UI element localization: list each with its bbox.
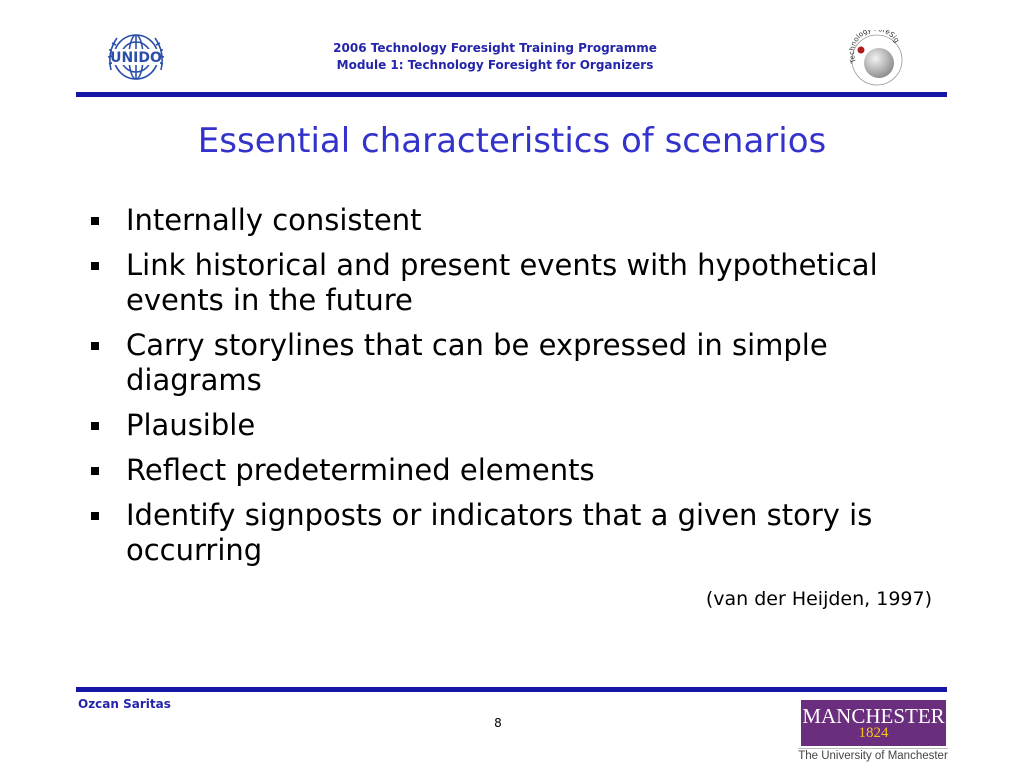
bullet-item <box>88 203 968 238</box>
bullet-list <box>88 203 968 578</box>
bullet-item <box>88 453 968 488</box>
bullet-text: Plausible <box>126 408 256 442</box>
unido-logo <box>105 30 167 84</box>
bullet-text: Identify signposts or indicators that a given story is occurring <box>126 498 873 567</box>
bullet-item <box>88 248 968 318</box>
university-name: The University of Manchester <box>798 750 948 762</box>
footer-rule <box>76 687 947 692</box>
square-bullet-icon <box>91 422 99 430</box>
square-bullet-icon <box>91 262 99 270</box>
bullet-text: Internally consistent <box>126 203 422 237</box>
bullet-text: Reflect predetermined elements <box>126 453 595 487</box>
module-title: Module 1: Technology Foresight for Organizers <box>336 58 654 72</box>
bullet-text: Link historical and present events with hypothetical events in the future <box>126 248 878 317</box>
citation: (van der Heijden, 1997) <box>705 588 932 610</box>
manchester-year: 1824 <box>858 725 889 741</box>
header-rule <box>76 92 947 97</box>
bullet-item <box>88 408 968 443</box>
technology-foresight-logo <box>848 30 906 88</box>
square-bullet-icon <box>91 217 99 225</box>
bullet-text: Carry storylines that can be expressed in simple diagrams <box>126 328 828 397</box>
author-name: Ozcan Saritas <box>78 697 171 711</box>
programme-title: 2006 Technology Foresight Training Programme <box>333 41 657 55</box>
slide-title: Essential characteristics of scenarios <box>197 121 827 161</box>
unido-logo-text: UNIDO <box>110 50 162 66</box>
bullet-item <box>88 328 968 398</box>
square-bullet-icon <box>91 467 99 475</box>
unido-emblem-icon <box>105 30 167 84</box>
header <box>250 40 740 74</box>
manchester-wordmark-box <box>801 700 946 746</box>
square-bullet-icon <box>91 512 99 520</box>
university-of-manchester-logo <box>798 700 948 766</box>
bullet-item <box>88 498 968 568</box>
foresight-globe-icon <box>848 30 906 88</box>
page-number: 8 <box>494 716 502 730</box>
square-bullet-icon <box>91 342 99 350</box>
manchester-wordmark: MANCHESTER <box>802 704 945 728</box>
foresight-logo-text: Technology reSig <box>848 30 901 65</box>
